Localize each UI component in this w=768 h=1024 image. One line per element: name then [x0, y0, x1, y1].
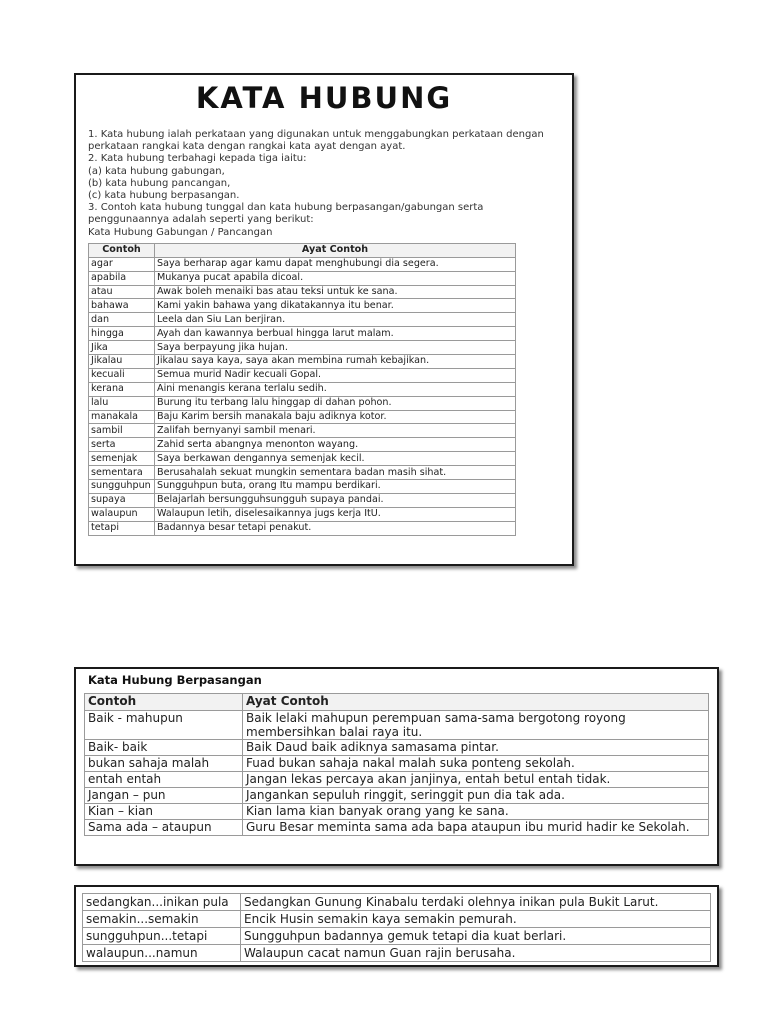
- ayat-contoh-cell: Baik Daud baik adiknya samasama pintar.: [243, 740, 709, 756]
- table-row: [83, 945, 711, 962]
- contoh-cell: serta: [89, 438, 155, 452]
- contoh-cell: Baik - mahupun: [85, 711, 243, 740]
- table-row: [89, 368, 516, 382]
- table-row: [85, 756, 709, 772]
- contoh-cell: sedangkan...inikan pula: [83, 894, 241, 911]
- ayat-contoh-cell: Saya berkawan dengannya semenjak kecil.: [155, 452, 516, 466]
- contoh-cell: semenjak: [89, 452, 155, 466]
- ayat-contoh-cell: Badannya besar tetapi penakut.: [155, 521, 516, 535]
- contoh-cell: bukan sahaja malah: [85, 756, 243, 772]
- ayat-contoh-cell: Zahid serta abangnya menonton wayang.: [155, 438, 516, 452]
- ayat-contoh-cell: Jangankan sepuluh ringgit, seringgit pun dia tak ada.: [243, 788, 709, 804]
- contoh-cell: sungguhpun: [89, 479, 155, 493]
- section-title: Kata Hubung Berpasangan: [88, 673, 262, 687]
- ayat-contoh-cell: Saya berpayung jika hujan.: [155, 341, 516, 355]
- berpasangan-panel: [74, 667, 719, 866]
- contoh-cell: Jika: [89, 341, 155, 355]
- contoh-cell: atau: [89, 285, 155, 299]
- contoh-cell: entah entah: [85, 772, 243, 788]
- table-row: [85, 820, 709, 836]
- contoh-cell: Baik- baik: [85, 740, 243, 756]
- ayat-contoh-cell: Fuad bukan sahaja nakal malah suka ponteng sekolah.: [243, 756, 709, 772]
- ayat-contoh-cell: Berusahalah sekuat mungkin sementara badan masih sihat.: [155, 466, 516, 480]
- gabungan-pancangan-table: [88, 243, 516, 536]
- ayat-contoh-cell: Ayah dan kawannya berbual hingga larut malam.: [155, 327, 516, 341]
- intro-line: (b) kata hubung pancangan,: [88, 177, 231, 189]
- table-row: [83, 911, 711, 928]
- table-row: [89, 341, 516, 355]
- table-row: [89, 424, 516, 438]
- contoh-cell: hingga: [89, 327, 155, 341]
- contoh-cell: sementara: [89, 466, 155, 480]
- table-row: [89, 257, 516, 271]
- ayat-contoh-cell: Jikalau saya kaya, saya akan membina rumah kebajikan.: [155, 354, 516, 368]
- ayat-contoh-cell: Belajarlah bersungguhsungguh supaya pandai.: [155, 493, 516, 507]
- contoh-cell: walaupun...namun: [83, 945, 241, 962]
- intro-line: penggunaannya adalah seperti yang berikut:: [88, 214, 314, 226]
- ayat-contoh-cell: Baik lelaki mahupun perempuan sama-sama bergotong royong membersihkan balai raya itu.: [243, 711, 709, 740]
- berpasangan-extra-panel: [74, 885, 719, 967]
- ayat-contoh-cell: Awak boleh menaiki bas atau teksi untuk ke sana.: [155, 285, 516, 299]
- ayat-contoh-cell: Kami yakin bahawa yang dikatakannya itu benar.: [155, 299, 516, 313]
- ayat-contoh-cell: Mukanya pucat apabila dicoal.: [155, 271, 516, 285]
- intro-line: (c) kata hubung berpasangan.: [88, 190, 240, 202]
- table-row: [83, 928, 711, 945]
- contoh-cell: sambil: [89, 424, 155, 438]
- table-row: [89, 493, 516, 507]
- intro-line: Kata Hubung Gabungan / Pancangan: [88, 226, 273, 238]
- ayat-contoh-cell: Guru Besar meminta sama ada bapa ataupun ibu murid hadir ke Sekolah.: [243, 820, 709, 836]
- table-row: [89, 382, 516, 396]
- column-header-contoh: Contoh: [85, 694, 243, 711]
- intro-line: perkataan rangkai kata dengan rangkai kata ayat dengan ayat.: [88, 141, 406, 153]
- column-header-contoh: Contoh: [89, 243, 155, 257]
- contoh-cell: Jangan – pun: [85, 788, 243, 804]
- ayat-contoh-cell: Walaupun cacat namun Guan rajin berusaha.: [241, 945, 711, 962]
- contoh-cell: tetapi: [89, 521, 155, 535]
- contoh-cell: kecuali: [89, 368, 155, 382]
- berpasangan-extra-table: [82, 893, 711, 962]
- contoh-cell: walaupun: [89, 507, 155, 521]
- contoh-cell: semakin...semakin: [83, 911, 241, 928]
- table-row: [89, 452, 516, 466]
- ayat-contoh-cell: Zalifah bernyanyi sambil menari.: [155, 424, 516, 438]
- table-header-row: [85, 694, 709, 711]
- contoh-cell: dan: [89, 313, 155, 327]
- contoh-cell: apabila: [89, 271, 155, 285]
- ayat-contoh-cell: Saya berharap agar kamu dapat menghubungi dia segera.: [155, 257, 516, 271]
- table-row: [85, 788, 709, 804]
- table-row: [89, 285, 516, 299]
- contoh-cell: Kian – kian: [85, 804, 243, 820]
- column-header-ayat-contoh: Ayat Contoh: [155, 243, 516, 257]
- table-row: [85, 740, 709, 756]
- ayat-contoh-cell: Sedangkan Gunung Kinabalu terdaki olehnya inikan pula Bukit Larut.: [241, 894, 711, 911]
- table-row: [89, 327, 516, 341]
- contoh-cell: Jikalau: [89, 354, 155, 368]
- table-row: [89, 507, 516, 521]
- intro-line: 1. Kata hubung ialah perkataan yang digunakan untuk menggabungkan perkataan dengan: [88, 129, 544, 140]
- table-row: [89, 271, 516, 285]
- ayat-contoh-cell: Kian lama kian banyak orang yang ke sana.: [243, 804, 709, 820]
- intro-line: 3. Contoh kata hubung tunggal dan kata hubung berpasangan/gabungan serta: [88, 202, 484, 214]
- table-row: [89, 438, 516, 452]
- contoh-cell: Sama ada – ataupun: [85, 820, 243, 836]
- ayat-contoh-cell: Jangan lekas percaya akan janjinya, entah betul entah tidak.: [243, 772, 709, 788]
- page-title: KATA HUBUNG: [195, 81, 453, 115]
- ayat-contoh-cell: Sungguhpun buta, orang Itu mampu berdikari.: [155, 479, 516, 493]
- table-row: [85, 804, 709, 820]
- contoh-cell: lalu: [89, 396, 155, 410]
- ayat-contoh-cell: Burung itu terbang lalu hinggap di dahan pohon.: [155, 396, 516, 410]
- berpasangan-table: [84, 693, 709, 836]
- table-row: [89, 299, 516, 313]
- table-row: [89, 466, 516, 480]
- ayat-contoh-cell: Leela dan Siu Lan berjiran.: [155, 313, 516, 327]
- contoh-cell: kerana: [89, 382, 155, 396]
- contoh-cell: agar: [89, 257, 155, 271]
- table-row: [89, 396, 516, 410]
- table-row: [89, 313, 516, 327]
- column-header-ayat-contoh: Ayat Contoh: [243, 694, 709, 711]
- contoh-cell: manakala: [89, 410, 155, 424]
- contoh-cell: supaya: [89, 493, 155, 507]
- contoh-cell: bahawa: [89, 299, 155, 313]
- table-header-row: [89, 243, 516, 257]
- intro-line: (a) kata hubung gabungan,: [88, 165, 225, 177]
- ayat-contoh-cell: Baju Karim bersih manakala baju adiknya kotor.: [155, 410, 516, 424]
- ayat-contoh-cell: Semua murid Nadir kecuali Gopal.: [155, 368, 516, 382]
- intro-text: [88, 129, 560, 239]
- ayat-contoh-cell: Walaupun letih, diselesaikannya jugs kerja ItU.: [155, 507, 516, 521]
- table-row: [89, 354, 516, 368]
- table-row: [89, 521, 516, 535]
- ayat-contoh-cell: Aini menangis kerana terlalu sedih.: [155, 382, 516, 396]
- table-row: [85, 711, 709, 740]
- ayat-contoh-cell: Encik Husin semakin kaya semakin pemurah.: [241, 911, 711, 928]
- kata-hubung-panel: [74, 73, 574, 566]
- ayat-contoh-cell: Sungguhpun badannya gemuk tetapi dia kuat berlari.: [241, 928, 711, 945]
- contoh-cell: sungguhpun...tetapi: [83, 928, 241, 945]
- table-row: [85, 772, 709, 788]
- intro-line: 2. Kata hubung terbahagi kepada tiga iaitu:: [88, 153, 307, 165]
- table-row: [89, 479, 516, 493]
- table-row: [83, 894, 711, 911]
- table-row: [89, 410, 516, 424]
